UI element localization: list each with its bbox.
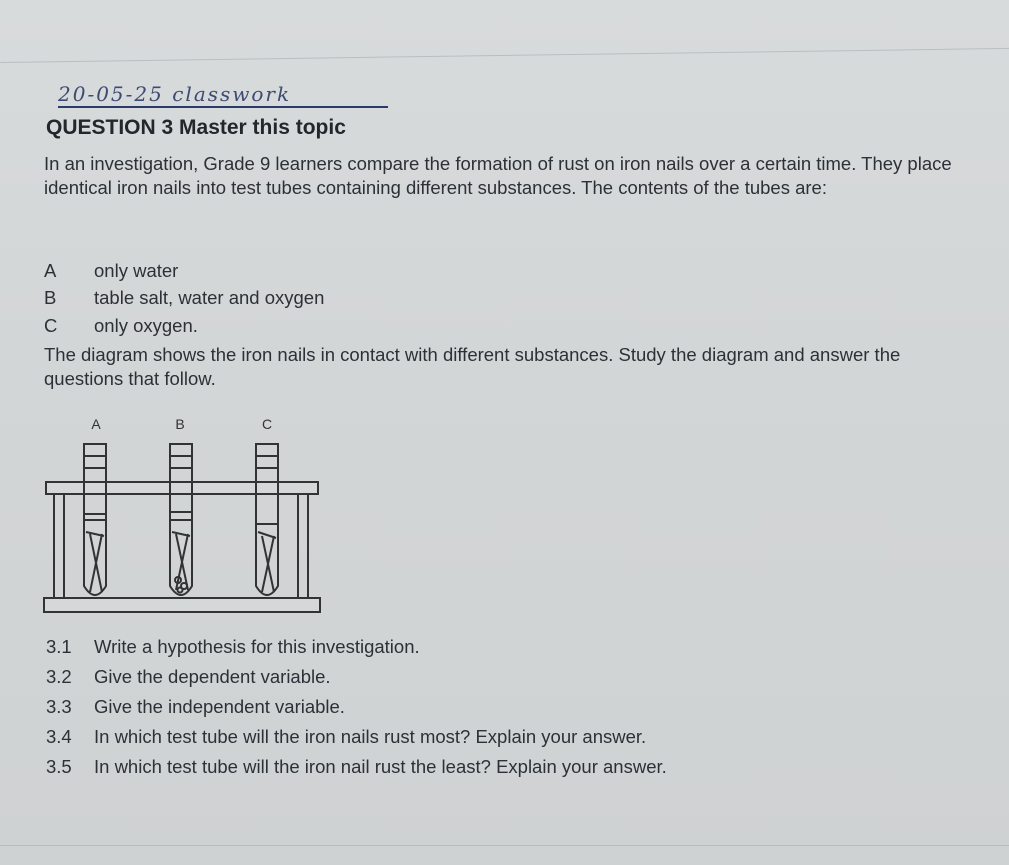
- option-c: [44, 315, 198, 337]
- option-letter: B: [44, 287, 57, 308]
- rack-post-right: [298, 494, 308, 598]
- option-text: only oxygen.: [94, 315, 198, 336]
- question-number: 3.4: [46, 726, 72, 747]
- question-number: 3.5: [46, 756, 72, 777]
- tube-label-a: A: [91, 416, 101, 432]
- option-letter: C: [44, 315, 58, 336]
- rack-post-left: [54, 494, 64, 598]
- option-text: table salt, water and oxygen: [94, 287, 325, 308]
- option-a: [44, 260, 178, 282]
- test-tube-a: [84, 444, 106, 595]
- question-number: 3.2: [46, 666, 72, 687]
- diagram-intro: The diagram shows the iron nails in contact with different substances. Study the diagram and answer the questions that follow.: [44, 344, 901, 389]
- question-text: Write a hypothesis for this investigation.: [94, 636, 420, 657]
- question-text: In which test tube will the iron nails rust most? Explain your answer.: [94, 726, 647, 747]
- question-number: 3.1: [46, 636, 72, 657]
- question-item: [46, 722, 667, 752]
- question-text: Give the dependent variable.: [94, 666, 331, 687]
- question-item: [46, 752, 667, 782]
- question-title: QUESTION 3 Master this topic: [46, 116, 346, 139]
- question-list: [46, 632, 667, 782]
- question-item: [46, 632, 667, 662]
- question-item: [46, 662, 667, 692]
- handwritten-note: 20-05-25 classwork: [58, 82, 388, 108]
- tube-label-b: B: [175, 416, 185, 432]
- test-tube-rack-diagram: [40, 412, 330, 622]
- question-text: In which test tube will the iron nail rust the least? Explain your answer.: [94, 756, 667, 777]
- bottom-divider: [0, 845, 1009, 846]
- tube-label-c: C: [261, 416, 273, 432]
- intro-paragraph: In an investigation, Grade 9 learners compare the formation of rust on iron nails over a certain time. They place identical iron nails into test tubes containing different substances. The contents of the tubes are:: [44, 153, 952, 198]
- option-letter: A: [44, 260, 57, 281]
- top-divider: [0, 24, 1009, 63]
- option-b: [44, 287, 324, 309]
- question-number: 3.3: [46, 696, 72, 717]
- question-item: [46, 692, 667, 722]
- test-tube-c: [256, 444, 278, 595]
- option-text: only water: [94, 260, 179, 281]
- test-tube-b: [170, 444, 192, 595]
- question-text: Give the independent variable.: [94, 696, 345, 717]
- rack-base: [44, 598, 320, 612]
